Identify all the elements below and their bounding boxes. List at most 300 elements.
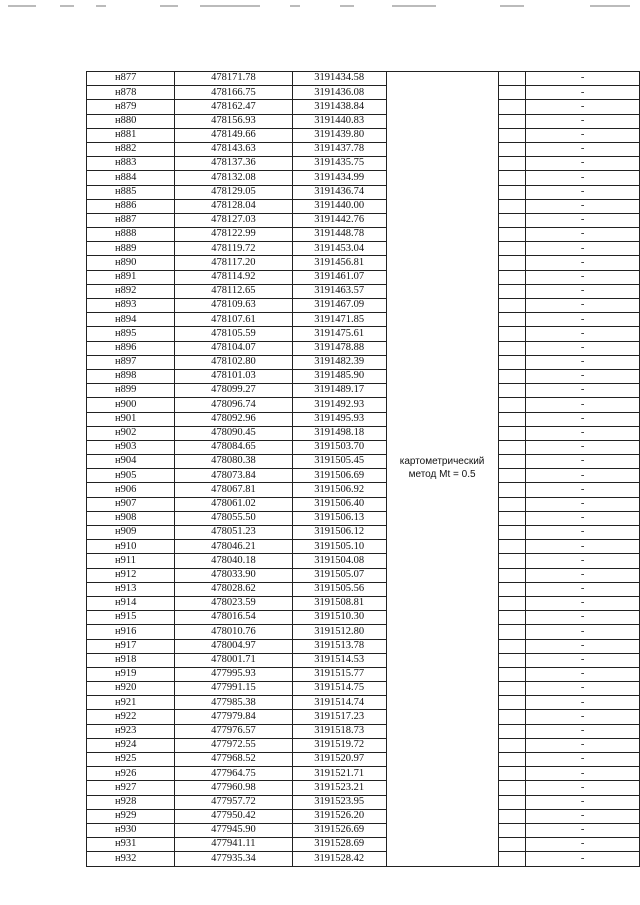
empty-cell <box>498 852 526 866</box>
x-coordinate-cell: 478051.23 <box>175 526 293 540</box>
empty-cell <box>498 838 526 852</box>
point-name-cell: н887 <box>87 213 175 227</box>
point-name-cell: н923 <box>87 724 175 738</box>
empty-cell <box>498 157 526 171</box>
dash-cell: - <box>526 100 640 114</box>
dash-cell: - <box>526 667 640 681</box>
x-coordinate-cell: 478033.90 <box>175 568 293 582</box>
empty-cell <box>498 710 526 724</box>
dash-cell: - <box>526 256 640 270</box>
dash-cell: - <box>526 710 640 724</box>
point-name-cell: н881 <box>87 128 175 142</box>
x-coordinate-cell: 478099.27 <box>175 384 293 398</box>
point-name-cell: н914 <box>87 596 175 610</box>
empty-cell <box>498 540 526 554</box>
table-row <box>87 753 640 767</box>
empty-cell <box>498 270 526 284</box>
x-coordinate-cell: 478084.65 <box>175 440 293 454</box>
empty-cell <box>498 483 526 497</box>
point-name-cell: н894 <box>87 313 175 327</box>
y-coordinate-cell: 3191513.78 <box>292 639 386 653</box>
x-coordinate-cell: 478040.18 <box>175 554 293 568</box>
dash-cell: - <box>526 270 640 284</box>
y-coordinate-cell: 3191439.80 <box>292 128 386 142</box>
dash-cell: - <box>526 213 640 227</box>
table-row <box>87 781 640 795</box>
point-name-cell: н905 <box>87 469 175 483</box>
y-coordinate-cell: 3191440.83 <box>292 114 386 128</box>
dash-cell: - <box>526 114 640 128</box>
table-row <box>87 171 640 185</box>
x-coordinate-cell: 477979.84 <box>175 710 293 724</box>
x-coordinate-cell: 477995.93 <box>175 667 293 681</box>
dash-cell: - <box>526 327 640 341</box>
dash-cell: - <box>526 369 640 383</box>
y-coordinate-cell: 3191505.10 <box>292 540 386 554</box>
empty-cell <box>498 440 526 454</box>
dash-cell: - <box>526 128 640 142</box>
table-row <box>87 809 640 823</box>
point-name-cell: н903 <box>87 440 175 454</box>
table-row <box>87 100 640 114</box>
empty-cell <box>498 653 526 667</box>
table-row <box>87 440 640 454</box>
dash-cell: - <box>526 540 640 554</box>
empty-cell <box>498 142 526 156</box>
x-coordinate-cell: 478001.71 <box>175 653 293 667</box>
table-row <box>87 823 640 837</box>
x-coordinate-cell: 477945.90 <box>175 823 293 837</box>
dash-cell: - <box>526 384 640 398</box>
y-coordinate-cell: 3191453.04 <box>292 242 386 256</box>
table-row <box>87 767 640 781</box>
point-name-cell: н889 <box>87 242 175 256</box>
empty-cell <box>498 228 526 242</box>
table-row <box>87 667 640 681</box>
table-row <box>87 526 640 540</box>
x-coordinate-cell: 478016.54 <box>175 611 293 625</box>
point-name-cell: н924 <box>87 738 175 752</box>
point-name-cell: н921 <box>87 696 175 710</box>
empty-cell <box>498 823 526 837</box>
x-coordinate-cell: 478004.97 <box>175 639 293 653</box>
point-name-cell: н927 <box>87 781 175 795</box>
dash-cell: - <box>526 625 640 639</box>
y-coordinate-cell: 3191440.00 <box>292 199 386 213</box>
point-name-cell: н898 <box>87 369 175 383</box>
empty-cell <box>498 596 526 610</box>
x-coordinate-cell: 478090.45 <box>175 426 293 440</box>
empty-cell <box>498 398 526 412</box>
table-row <box>87 724 640 738</box>
dash-cell: - <box>526 781 640 795</box>
x-coordinate-cell: 478117.20 <box>175 256 293 270</box>
x-coordinate-cell: 477950.42 <box>175 809 293 823</box>
table-row <box>87 795 640 809</box>
y-coordinate-cell: 3191436.74 <box>292 185 386 199</box>
table-row <box>87 185 640 199</box>
dash-cell: - <box>526 355 640 369</box>
dash-cell: - <box>526 823 640 837</box>
x-coordinate-cell: 477935.34 <box>175 852 293 866</box>
y-coordinate-cell: 3191435.75 <box>292 157 386 171</box>
empty-cell <box>498 426 526 440</box>
empty-cell <box>498 284 526 298</box>
dash-cell: - <box>526 611 640 625</box>
y-coordinate-cell: 3191436.08 <box>292 86 386 100</box>
point-name-cell: н897 <box>87 355 175 369</box>
point-name-cell: н913 <box>87 582 175 596</box>
table-row <box>87 582 640 596</box>
point-name-cell: н886 <box>87 199 175 213</box>
point-name-cell: н895 <box>87 327 175 341</box>
dash-cell: - <box>526 809 640 823</box>
x-coordinate-cell: 478073.84 <box>175 469 293 483</box>
y-coordinate-cell: 3191471.85 <box>292 313 386 327</box>
table-row <box>87 341 640 355</box>
empty-cell <box>498 795 526 809</box>
table-row <box>87 284 640 298</box>
x-coordinate-cell: 478127.03 <box>175 213 293 227</box>
empty-cell <box>498 171 526 185</box>
x-coordinate-cell: 477976.57 <box>175 724 293 738</box>
y-coordinate-cell: 3191478.88 <box>292 341 386 355</box>
y-coordinate-cell: 3191505.45 <box>292 455 386 469</box>
point-name-cell: н890 <box>87 256 175 270</box>
x-coordinate-cell: 478122.99 <box>175 228 293 242</box>
dash-cell: - <box>526 199 640 213</box>
table-row <box>87 299 640 313</box>
x-coordinate-cell: 478112.65 <box>175 284 293 298</box>
x-coordinate-cell: 477960.98 <box>175 781 293 795</box>
table-row <box>87 682 640 696</box>
y-coordinate-cell: 3191434.58 <box>292 72 386 86</box>
x-coordinate-cell: 478107.61 <box>175 313 293 327</box>
empty-cell <box>498 497 526 511</box>
coordinates-table <box>86 71 640 867</box>
x-coordinate-cell: 478046.21 <box>175 540 293 554</box>
dash-cell: - <box>526 582 640 596</box>
dash-cell: - <box>526 242 640 256</box>
table-row <box>87 199 640 213</box>
table-row <box>87 611 640 625</box>
point-name-cell: н908 <box>87 511 175 525</box>
x-coordinate-cell: 478129.05 <box>175 185 293 199</box>
point-name-cell: н925 <box>87 753 175 767</box>
table-row <box>87 511 640 525</box>
y-coordinate-cell: 3191485.90 <box>292 369 386 383</box>
point-name-cell: н877 <box>87 72 175 86</box>
point-name-cell: н911 <box>87 554 175 568</box>
dash-cell: - <box>526 185 640 199</box>
y-coordinate-cell: 3191519.72 <box>292 738 386 752</box>
dash-cell: - <box>526 284 640 298</box>
point-name-cell: н906 <box>87 483 175 497</box>
point-name-cell: н932 <box>87 852 175 866</box>
y-coordinate-cell: 3191498.18 <box>292 426 386 440</box>
x-coordinate-cell: 477968.52 <box>175 753 293 767</box>
coordinates-table-body <box>87 72 640 867</box>
x-coordinate-cell: 478137.36 <box>175 157 293 171</box>
dash-cell: - <box>526 568 640 582</box>
point-name-cell: н896 <box>87 341 175 355</box>
empty-cell <box>498 639 526 653</box>
empty-cell <box>498 667 526 681</box>
method-label: картометрический метод Mt = 0.5 <box>399 456 485 480</box>
empty-cell <box>498 86 526 100</box>
point-name-cell: н885 <box>87 185 175 199</box>
y-coordinate-cell: 3191463.57 <box>292 284 386 298</box>
x-coordinate-cell: 478166.75 <box>175 86 293 100</box>
table-row <box>87 256 640 270</box>
point-name-cell: н930 <box>87 823 175 837</box>
empty-cell <box>498 582 526 596</box>
y-coordinate-cell: 3191518.73 <box>292 724 386 738</box>
table-row <box>87 142 640 156</box>
empty-cell <box>498 341 526 355</box>
dash-cell: - <box>526 455 640 469</box>
dash-cell: - <box>526 526 640 540</box>
table-row <box>87 469 640 483</box>
empty-cell <box>498 724 526 738</box>
table-row <box>87 72 640 86</box>
dash-cell: - <box>526 412 640 426</box>
empty-cell <box>498 299 526 313</box>
dash-cell: - <box>526 228 640 242</box>
empty-cell <box>498 809 526 823</box>
x-coordinate-cell: 478119.72 <box>175 242 293 256</box>
dash-cell: - <box>526 483 640 497</box>
dash-cell: - <box>526 299 640 313</box>
table-row <box>87 398 640 412</box>
point-name-cell: н920 <box>87 682 175 696</box>
point-name-cell: н879 <box>87 100 175 114</box>
x-coordinate-cell: 478149.66 <box>175 128 293 142</box>
dash-cell: - <box>526 511 640 525</box>
y-coordinate-cell: 3191442.76 <box>292 213 386 227</box>
table-row <box>87 483 640 497</box>
point-name-cell: н922 <box>87 710 175 724</box>
x-coordinate-cell: 478010.76 <box>175 625 293 639</box>
x-coordinate-cell: 478096.74 <box>175 398 293 412</box>
point-name-cell: н912 <box>87 568 175 582</box>
x-coordinate-cell: 478023.59 <box>175 596 293 610</box>
y-coordinate-cell: 3191514.53 <box>292 653 386 667</box>
dash-cell: - <box>526 682 640 696</box>
empty-cell <box>498 696 526 710</box>
x-coordinate-cell: 478143.63 <box>175 142 293 156</box>
x-coordinate-cell: 478102.80 <box>175 355 293 369</box>
dash-cell: - <box>526 171 640 185</box>
x-coordinate-cell: 478104.07 <box>175 341 293 355</box>
point-name-cell: н919 <box>87 667 175 681</box>
dash-cell: - <box>526 639 640 653</box>
y-coordinate-cell: 3191514.74 <box>292 696 386 710</box>
y-coordinate-cell: 3191528.69 <box>292 838 386 852</box>
empty-cell <box>498 625 526 639</box>
empty-cell <box>498 384 526 398</box>
dash-cell: - <box>526 142 640 156</box>
empty-cell <box>498 199 526 213</box>
table-row <box>87 128 640 142</box>
y-coordinate-cell: 3191504.08 <box>292 554 386 568</box>
y-coordinate-cell: 3191489.17 <box>292 384 386 398</box>
dash-cell: - <box>526 852 640 866</box>
table-row <box>87 639 640 653</box>
dash-cell: - <box>526 767 640 781</box>
empty-cell <box>498 412 526 426</box>
dash-cell: - <box>526 469 640 483</box>
table-row <box>87 568 640 582</box>
empty-cell <box>498 327 526 341</box>
empty-cell <box>498 72 526 86</box>
y-coordinate-cell: 3191506.40 <box>292 497 386 511</box>
x-coordinate-cell: 477985.38 <box>175 696 293 710</box>
dash-cell: - <box>526 838 640 852</box>
point-name-cell: н915 <box>87 611 175 625</box>
empty-cell <box>498 455 526 469</box>
dash-cell: - <box>526 696 640 710</box>
point-name-cell: н909 <box>87 526 175 540</box>
table-row <box>87 369 640 383</box>
point-name-cell: н878 <box>87 86 175 100</box>
table-row <box>87 114 640 128</box>
y-coordinate-cell: 3191505.07 <box>292 568 386 582</box>
empty-cell <box>498 469 526 483</box>
y-coordinate-cell: 3191506.69 <box>292 469 386 483</box>
dash-cell: - <box>526 86 640 100</box>
point-name-cell: н893 <box>87 299 175 313</box>
y-coordinate-cell: 3191526.20 <box>292 809 386 823</box>
method-cell <box>386 72 498 867</box>
point-name-cell: н892 <box>87 284 175 298</box>
x-coordinate-cell: 478067.81 <box>175 483 293 497</box>
dash-cell: - <box>526 554 640 568</box>
y-coordinate-cell: 3191523.21 <box>292 781 386 795</box>
y-coordinate-cell: 3191495.93 <box>292 412 386 426</box>
x-coordinate-cell: 478092.96 <box>175 412 293 426</box>
x-coordinate-cell: 478128.04 <box>175 199 293 213</box>
dash-cell: - <box>526 738 640 752</box>
y-coordinate-cell: 3191456.81 <box>292 256 386 270</box>
table-row <box>87 86 640 100</box>
y-coordinate-cell: 3191434.99 <box>292 171 386 185</box>
point-name-cell: н910 <box>87 540 175 554</box>
empty-cell <box>498 256 526 270</box>
point-name-cell: н884 <box>87 171 175 185</box>
empty-cell <box>498 511 526 525</box>
table-row <box>87 355 640 369</box>
dash-cell: - <box>526 426 640 440</box>
table-row <box>87 384 640 398</box>
table-row <box>87 738 640 752</box>
dash-cell: - <box>526 157 640 171</box>
x-coordinate-cell: 477991.15 <box>175 682 293 696</box>
x-coordinate-cell: 478055.50 <box>175 511 293 525</box>
y-coordinate-cell: 3191475.61 <box>292 327 386 341</box>
point-name-cell: н926 <box>87 767 175 781</box>
y-coordinate-cell: 3191514.75 <box>292 682 386 696</box>
point-name-cell: н918 <box>87 653 175 667</box>
table-row <box>87 228 640 242</box>
table-row <box>87 554 640 568</box>
x-coordinate-cell: 477972.55 <box>175 738 293 752</box>
y-coordinate-cell: 3191492.93 <box>292 398 386 412</box>
y-coordinate-cell: 3191437.78 <box>292 142 386 156</box>
empty-cell <box>498 128 526 142</box>
dash-cell: - <box>526 313 640 327</box>
empty-cell <box>498 611 526 625</box>
table-row <box>87 157 640 171</box>
empty-cell <box>498 242 526 256</box>
table-row <box>87 313 640 327</box>
point-name-cell: н904 <box>87 455 175 469</box>
y-coordinate-cell: 3191517.23 <box>292 710 386 724</box>
y-coordinate-cell: 3191506.12 <box>292 526 386 540</box>
empty-cell <box>498 100 526 114</box>
x-coordinate-cell: 478114.92 <box>175 270 293 284</box>
empty-cell <box>498 185 526 199</box>
table-row <box>87 270 640 284</box>
dash-cell: - <box>526 795 640 809</box>
table-row <box>87 455 640 469</box>
empty-cell <box>498 568 526 582</box>
y-coordinate-cell: 3191510.30 <box>292 611 386 625</box>
table-row <box>87 412 640 426</box>
x-coordinate-cell: 478109.63 <box>175 299 293 313</box>
table-row <box>87 852 640 866</box>
empty-cell <box>498 753 526 767</box>
table-row <box>87 838 640 852</box>
dash-cell: - <box>526 724 640 738</box>
empty-cell <box>498 781 526 795</box>
table-row <box>87 426 640 440</box>
table-row <box>87 596 640 610</box>
y-coordinate-cell: 3191521.71 <box>292 767 386 781</box>
empty-cell <box>498 767 526 781</box>
dash-cell: - <box>526 653 640 667</box>
y-coordinate-cell: 3191461.07 <box>292 270 386 284</box>
point-name-cell: н902 <box>87 426 175 440</box>
point-name-cell: н916 <box>87 625 175 639</box>
point-name-cell: н929 <box>87 809 175 823</box>
x-coordinate-cell: 477941.11 <box>175 838 293 852</box>
dash-cell: - <box>526 341 640 355</box>
point-name-cell: н907 <box>87 497 175 511</box>
y-coordinate-cell: 3191523.95 <box>292 795 386 809</box>
x-coordinate-cell: 477957.72 <box>175 795 293 809</box>
point-name-cell: н882 <box>87 142 175 156</box>
empty-cell <box>498 355 526 369</box>
table-row <box>87 497 640 511</box>
point-name-cell: н883 <box>87 157 175 171</box>
x-coordinate-cell: 477964.75 <box>175 767 293 781</box>
y-coordinate-cell: 3191506.13 <box>292 511 386 525</box>
y-coordinate-cell: 3191520.97 <box>292 753 386 767</box>
point-name-cell: н928 <box>87 795 175 809</box>
y-coordinate-cell: 3191482.39 <box>292 355 386 369</box>
point-name-cell: н917 <box>87 639 175 653</box>
dash-cell: - <box>526 398 640 412</box>
empty-cell <box>498 738 526 752</box>
dash-cell: - <box>526 440 640 454</box>
point-name-cell: н899 <box>87 384 175 398</box>
table-row <box>87 327 640 341</box>
table-row <box>87 696 640 710</box>
y-coordinate-cell: 3191438.84 <box>292 100 386 114</box>
dash-cell: - <box>526 753 640 767</box>
x-coordinate-cell: 478028.62 <box>175 582 293 596</box>
